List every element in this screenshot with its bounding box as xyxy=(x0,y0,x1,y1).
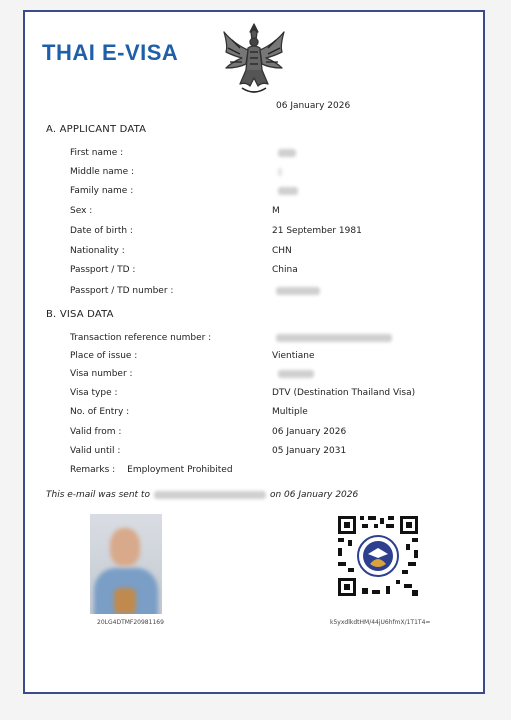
redacted-value xyxy=(278,187,298,195)
field-row xyxy=(70,369,470,383)
redacted-value xyxy=(276,287,320,295)
field-label: Passport / TD : xyxy=(70,265,136,275)
qr-code-text: k5yxdlkdtHM/44jU6hfmX/1T1T4= xyxy=(330,619,431,626)
remarks-row xyxy=(70,465,233,475)
redacted-value xyxy=(278,370,314,378)
field-label: Nationality : xyxy=(70,246,125,256)
field-label: Visa number : xyxy=(70,369,133,379)
remarks-label: Remarks : xyxy=(70,465,116,475)
email-notice-suffix: on 06 January 2026 xyxy=(269,490,359,500)
remarks-value: Employment Prohibited xyxy=(127,465,233,475)
applicant-photo xyxy=(90,514,162,614)
field-value: 21 September 1981 xyxy=(272,226,362,236)
qr-code-icon xyxy=(336,514,420,598)
field-value: 06 January 2026 xyxy=(272,427,347,437)
redacted-value xyxy=(278,149,296,157)
redacted-email xyxy=(154,491,266,499)
field-label: Valid until : xyxy=(70,446,121,456)
field-row xyxy=(70,351,470,365)
field-row xyxy=(70,167,470,181)
issue-date: 06 January 2026 xyxy=(276,101,351,111)
field-label: Visa type : xyxy=(70,388,118,398)
field-label: Transaction reference number : xyxy=(70,333,212,343)
field-row xyxy=(70,148,470,162)
field-row xyxy=(70,286,470,300)
redacted-value xyxy=(278,168,282,176)
applicant-section-title: A. APPLICANT DATA xyxy=(46,124,147,135)
field-row xyxy=(70,206,470,220)
brand-title: THAI E-VISA xyxy=(42,40,179,65)
field-label: Valid from : xyxy=(70,427,122,437)
email-notice xyxy=(46,490,358,500)
redacted-value xyxy=(276,334,392,342)
field-label: Sex : xyxy=(70,206,93,216)
field-label: Middle name : xyxy=(70,167,135,177)
field-row xyxy=(70,388,470,402)
email-notice-prefix: This e-mail was sent to xyxy=(46,490,150,500)
field-row xyxy=(70,446,470,460)
field-row xyxy=(70,427,470,441)
field-label: Family name : xyxy=(70,186,134,196)
field-row xyxy=(70,265,470,279)
garuda-emblem-icon xyxy=(220,22,288,98)
field-value: CHN xyxy=(272,246,292,256)
field-row xyxy=(70,246,470,260)
field-row xyxy=(70,333,470,347)
field-row xyxy=(70,186,470,200)
field-label: Date of birth : xyxy=(70,226,133,236)
visa-section-title: B. VISA DATA xyxy=(46,309,114,320)
field-value: M xyxy=(272,206,280,216)
field-value: Multiple xyxy=(272,407,308,417)
field-value: Vientiane xyxy=(272,351,315,361)
field-value: 05 January 2031 xyxy=(272,446,347,456)
field-label: Passport / TD number : xyxy=(70,286,174,296)
field-row xyxy=(70,226,470,240)
field-value: China xyxy=(272,265,298,275)
field-label: First name : xyxy=(70,148,124,158)
field-row xyxy=(70,407,470,421)
photo-code: 20LG4DTMF20981169 xyxy=(97,619,164,626)
field-label: No. of Entry : xyxy=(70,407,130,417)
field-value: DTV (Destination Thailand Visa) xyxy=(272,388,416,398)
field-label: Place of issue : xyxy=(70,351,138,361)
